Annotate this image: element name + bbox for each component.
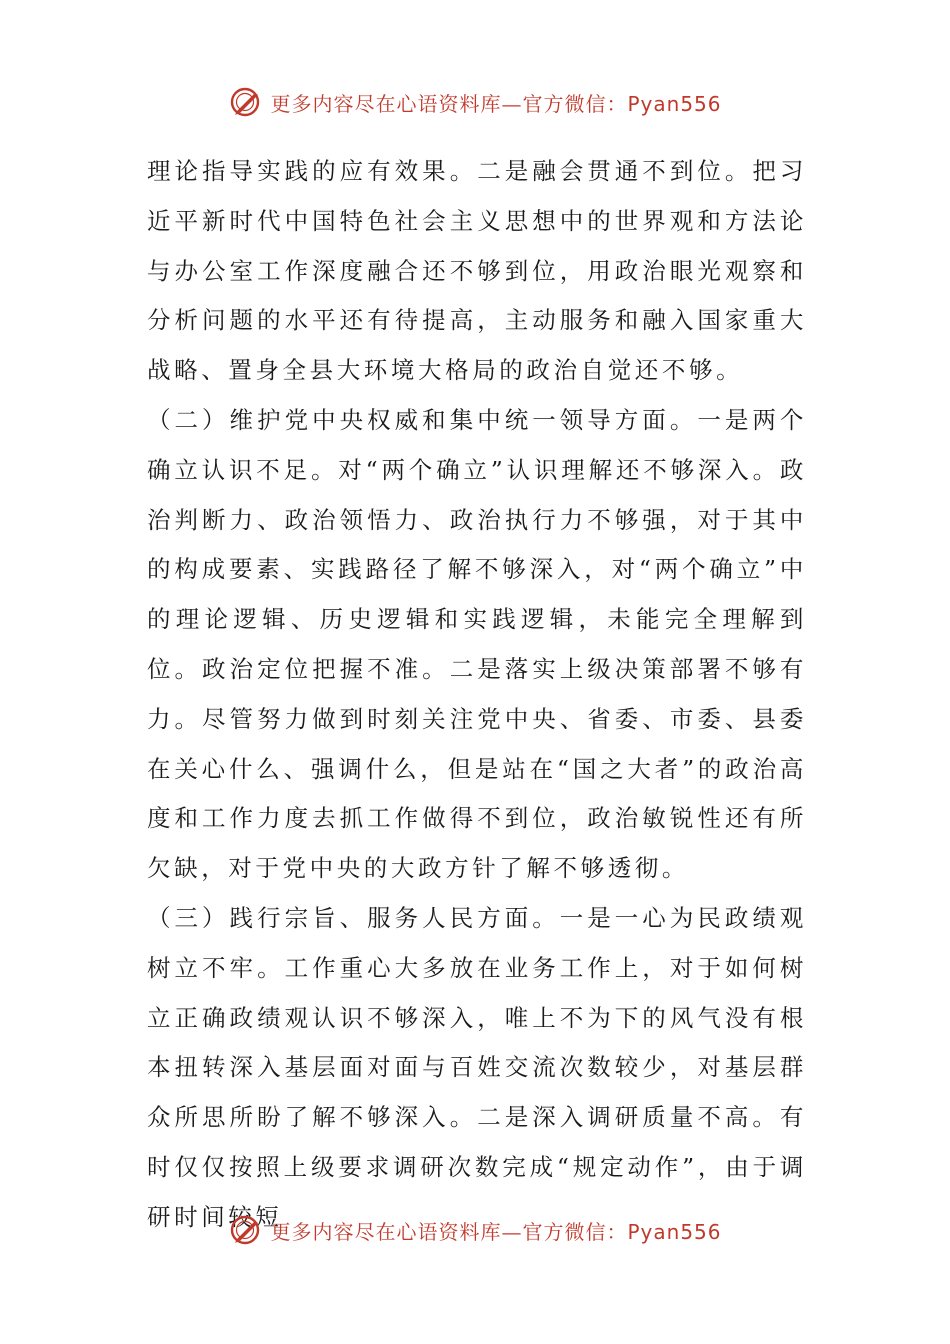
document-body <box>147 147 807 1243</box>
banner-text: 更多内容尽在心语资料库—官方微信：Pyan556 <box>270 1219 722 1244</box>
wechat-id: Pyan556 <box>627 1219 722 1244</box>
seal-pen-icon <box>228 84 264 120</box>
seal-pen-icon <box>228 1212 264 1248</box>
paragraph-1: 理论指导实践的应有效果。二是融会贯通不到位。把习近平新时代中国特色社会主义思想中的世界观和方法论与办公室工作深度融合还不够到位，用政治眼光观察和分析问题的水平还有待提高，主动服务和融入国家重大战略、置身全县大环境大格局的政治自觉还不够。 <box>147 157 807 385</box>
banner-text: 更多内容尽在心语资料库—官方微信：Pyan556 <box>270 91 722 116</box>
footer-banner <box>0 1208 950 1252</box>
paragraph-3: （三）践行宗旨、服务人民方面。一是一心为民政绩观树立不牢。工作重心大多放在业务工作上，对于如何树立正确政绩观认识不够深入，唯上不为下的风气没有根本扭转深入基层面对面与百姓交流次数较少，对基层群众所思所盼了解不够深入。二是深入调研质量不高。有时仅仅按照上级要求调研次数完成“规定动作”，由于调研时间较短 <box>147 903 807 1231</box>
header-banner <box>0 80 950 124</box>
paragraph-2: （二）维护党中央权威和集中统一领导方面。一是两个确立认识不足。对“两个确立”认识理解还不够深入。政治判断力、政治领悟力、政治执行力不够强，对于其中的构成要素、实践路径了解不够深入，对“两个确立”中的理论逻辑、历史逻辑和实践逻辑，未能完全理解到位。政治定位把握不准。二是落实上级决策部署不够有力。尽管努力做到时刻关注党中央、省委、市委、县委在关心什么、强调什么，但是站在“国之大者”的政治高度和工作力度去抓工作做得不到位，政治敏锐性还有所欠缺，对于党中央的大政方针了解不够透彻。 <box>147 405 807 883</box>
wechat-id: Pyan556 <box>627 91 722 116</box>
